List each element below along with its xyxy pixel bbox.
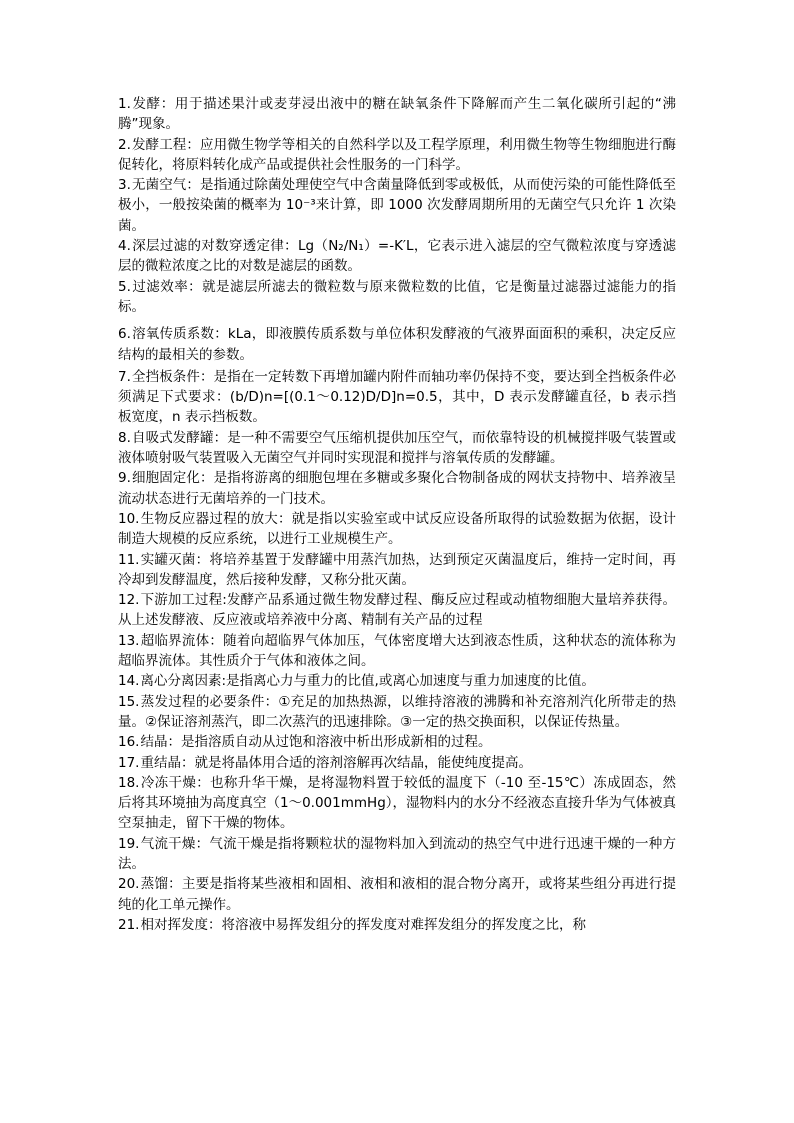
glossary-entry-10 (118, 509, 676, 550)
entry-text: 冷冻干燥：也称升华干燥，是将湿物料置于较低的温度下（-10 至-15℃）冻成固态，然后将其环境抽为高度真空（1～0.001mmHg），湿物料内的水分不经液态直接升华为气体被真空泵抽走，留下干燥的物体。 (118, 774, 677, 832)
entry-number: 3. (118, 177, 131, 194)
glossary-entry-18 (118, 773, 676, 834)
glossary-entry-19 (118, 834, 676, 875)
entry-text: 下游加工过程:发酵产品系通过微生物发酵过程、酶反应过程或动植物细胞大量培养获得。从上述发酵液、反应液或培养液中分离、精制有关产品的过程 (118, 592, 676, 629)
entry-number: 21. (118, 916, 140, 933)
entry-number: 9. (118, 470, 131, 487)
entry-text: 自吸式发酵罐：是一种不需要空气压缩机提供加压空气，而依靠特设的机械搅拌吸气装置或液体喷射吸气装置吸入无菌空气并同时实现混和搅拌与溶氧传质的发酵罐。 (118, 429, 676, 467)
entry-number: 14. (118, 673, 140, 690)
glossary-entry-5 (118, 277, 676, 318)
entry-text: 超临界流体：随着向超临界气体加压，气体密度增大达到液态性质，这种状态的流体称为超临界流体。其性质介于气体和液体之间。 (118, 632, 676, 670)
entry-text: 无菌空气：是指通过除菌处理使空气中含菌量降低到零或极低，从而使污染的可能性降低至极小，一般按染菌的概率为 10⁻³来计算，即 1000 次发酵周期所用的无菌空气只允许 1 次染菌。 (118, 177, 676, 234)
glossary-entry-21 (118, 915, 676, 935)
entry-text: 过滤效率：就是滤层所滤去的微粒数与原来微粒数的比值，它是衡量过滤器过滤能力的指标。 (118, 278, 676, 315)
entry-text: 细胞固定化：是指将游离的细胞包埋在多糖或多聚化合物制备成的网状支持物中、培养液呈流动状态进行无菌培养的一门技术。 (118, 470, 676, 507)
entry-number: 2. (118, 136, 131, 153)
entry-text: 发酵工程：应用微生物学等相关的自然科学以及工程学原理，利用微生物等生物细胞进行酶促转化，将原料转化成产品或提供社会性服务的一门科学。 (118, 136, 676, 173)
entry-number: 15. (118, 693, 140, 710)
glossary-entry-2 (118, 135, 676, 176)
entry-number: 19. (118, 835, 140, 852)
glossary-entry-14 (118, 671, 676, 691)
entry-text: 全挡板条件：是指在一定转数下再增加罐内附件而轴功率仍保持不变，要达到全挡板条件必须满足下式要求：(b/D)n=[(0.1～0.12)D/D]n=0.5，其中，D 表示发酵罐直径，b 表示挡板宽度，n 表示挡板数。 (118, 368, 676, 426)
entry-text: 气流干燥：气流干燥是指将颗粒状的湿物料加入到流动的热空气中进行迅速干燥的一种方法。 (118, 835, 676, 872)
entry-text: 重结晶：就是将晶体用合适的溶剂溶解再次结晶，能使纯度提高。 (140, 754, 532, 771)
entry-number: 10. (118, 510, 140, 527)
glossary-entry-20 (118, 874, 676, 915)
glossary-entry-9 (118, 468, 676, 509)
entry-number: 5. (118, 278, 131, 295)
glossary-entry-17 (118, 753, 676, 773)
entry-number: 20. (118, 876, 140, 893)
glossary-entry-6 (118, 324, 676, 365)
entry-text: 离心分离因素:是指离心力与重力的比值,或离心加速度与重力加速度的比值。 (140, 673, 595, 690)
glossary-entry-11 (118, 550, 676, 591)
glossary-entry-7 (118, 367, 676, 428)
entry-number: 12. (118, 592, 140, 609)
entry-text: 结晶：是指溶质自动从过饱和溶液中析出形成新相的过程。 (140, 734, 492, 751)
entry-text: 蒸馏：主要是指将某些液相和固相、液相和液相的混合物分离开，或将某些组分再进行提纯的化工单元操作。 (118, 876, 676, 913)
entry-text: 蒸发过程的必要条件：①充足的加热热源，以维持溶液的沸腾和补充溶剂汽化所带走的热量。②保证溶剂蒸汽，即二次蒸汽的迅速排除。③一定的热交换面积，以保证传热量。 (118, 693, 676, 730)
entry-number: 7. (118, 368, 131, 385)
entry-text: 生物反应器过程的放大：就是指以实验室或中试反应设备所取得的试验数据为依据，设计制造大规模的反应系统，以进行工业规模生产。 (118, 510, 676, 548)
glossary-entry-15 (118, 692, 676, 733)
glossary-entry-12 (118, 590, 676, 631)
entry-number: 13. (118, 632, 140, 649)
glossary-entry-8 (118, 428, 676, 469)
glossary-entry-1 (118, 94, 676, 135)
entry-text: 相对挥发度：将溶液中易挥发组分的挥发度对难挥发组分的挥发度之比，称 (140, 916, 586, 933)
glossary-entry-13 (118, 631, 676, 672)
entry-number: 4. (118, 238, 131, 255)
glossary-list (118, 94, 676, 935)
entry-text: 溶氧传质系数：kLa，即液膜传质系数与单位体积发酵液的气液界面面积的乘积，决定反应结构的最相关的参数。 (118, 326, 676, 363)
glossary-entry-3 (118, 175, 676, 236)
entry-text: 发酵：用于描述果汁或麦芽浸出液中的糖在缺氧条件下降解而产生二氧化碳所引起的“沸腾”现象。 (118, 96, 676, 133)
entry-number: 18. (118, 774, 140, 791)
entry-number: 17. (118, 754, 140, 771)
entry-number: 11. (118, 551, 140, 568)
entry-text: 深层过滤的对数穿透定律：Lg（N₂/N₁）=-K′L，它表示进入滤层的空气微粒浓度与穿透滤层的微粒浓度之比的对数是滤层的函数。 (118, 238, 676, 275)
glossary-entry-16 (118, 732, 676, 752)
entry-number: 16. (118, 734, 140, 751)
glossary-entry-4 (118, 236, 676, 277)
entry-number: 1. (118, 96, 131, 112)
entry-text: 实罐灭菌：将培养基置于发酵罐中用蒸汽加热，达到预定灭菌温度后，维持一定时间，再冷却到发酵温度，然后接种发酵，又称分批灭菌。 (118, 551, 676, 588)
entry-number: 8. (118, 429, 131, 446)
entry-number: 6. (118, 326, 131, 343)
